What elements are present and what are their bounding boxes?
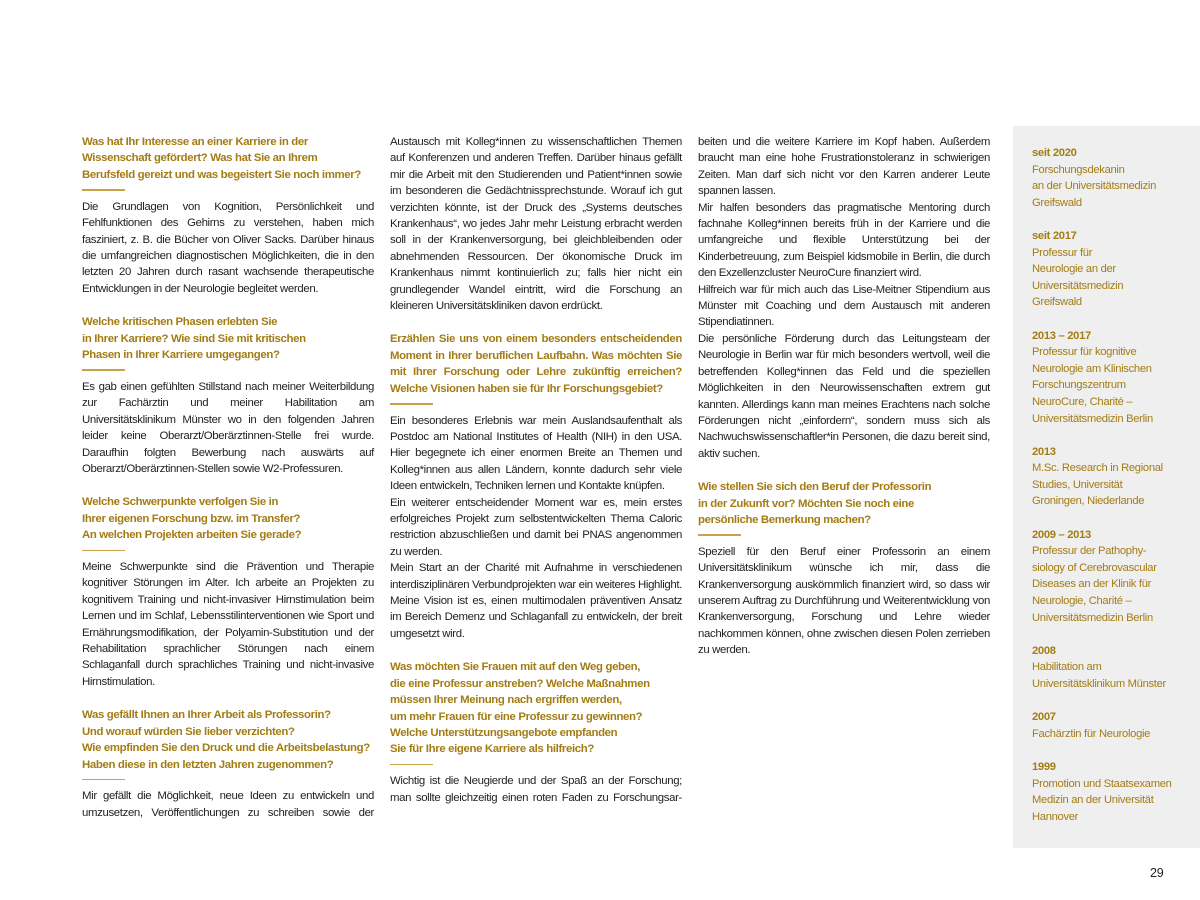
answer-paragraph: Speziell für den Beruf einer Professorin an einem Universitätsklinikum wünsche ich mir, dass die Krankenversorgung auskömmlich finanziert wird, so dass wir unserem Auftrag zu Durchführung und Weiterentwicklung von Krankenversorgung, Forschung und Lehre wieder nachkommen können, ohne zwischen diesen Polen zerrieben zu werden.: [698, 545, 990, 657]
answer-paragraph: Die Grundlagen von Kognition, Persönlichkeit und Fehlfunktionen des Gehirns zu verstehen, haben mich fasziniert, z. B. die Bücher von Oliver Sacks. Darüber hinaus die umfangreichen diagnostischen Möglichkeiten, die in den letzten 20 Jahren durch rasant wachsende therapeutische Entwicklungen in der Neurologie begleitet werden.: [82, 200, 374, 295]
answer-paragraph: Mein Start an der Charité mit Aufnahme in verschiedenen interdisziplinären Verbundprojekten war ein weiteres Highlight.: [390, 562, 682, 591]
answer-paragraph: Mir halfen besonders das pragmatische Mentoring durch fachnahe Kolleg*innen bereits früh in der Karriere und die umfangreiche und flexible Unterstützung bei der Kinderbetreuung, zum Beispiel kidsmobile in Berlin, die durch den Exzellenzcluster NeuroCure finanziert wird.: [698, 201, 990, 280]
cv-year: 2007: [1032, 711, 1056, 724]
cv-description: Habilitation am Universitätsklinikum Münster: [1032, 661, 1166, 690]
qa-block-4: [82, 707, 374, 821]
cv-entry: [1032, 328, 1197, 428]
answer-paragraph: Meine Vision ist es, einen multimodalen präventiven Ansatz im Bereich Demenz und Schlaganfall zu entwickeln, der breit umgesetzt wird.: [390, 595, 682, 640]
cv-entry: [1032, 228, 1197, 311]
answer-paragraph: Hilfreich war für mich auch das Lise-Meitner Stipendium aus Münster mit Coaching und dem Austausch mit anderen Stipendiatinnen.: [698, 283, 990, 329]
question-heading: Welche kritischen Phasen erlebten Sie in Ihrer Karriere? Wie sind Sie mit kritischen Phasen in Ihrer Karriere umgegangen?: [82, 316, 306, 361]
divider-line: [82, 550, 125, 552]
answer-paragraph: beiten und die weitere Karriere im Kopf haben. Außerdem braucht man eine hohe Frustrationstoleranz in schwierigen Zeiten. Man darf sich nicht vor den Karren anderer Leute spannen lassen.: [698, 136, 990, 198]
cv-description: M.Sc. Research in Regional Studies, Universität Groningen, Niederlande: [1032, 462, 1163, 508]
answer-paragraph: Die persönliche Förderung durch das Leitungsteam der Neurologie in Berlin war für mich besonders wertvoll, weil die betreffenden Kolleg*innen das Feld und die speziellen Möglichkeiten in den Neurowissenschaften extrem gut kannten. Allerdings kann man meines Erachtens nach solche Förderungen nicht „einfordern“, sondern muss sich als Nachwuchswissenschaftler*in Personen, die dazu bereit sind, aktiv suchen.: [698, 332, 990, 460]
cv-entry: [1032, 643, 1197, 693]
cv-year: seit 2017: [1032, 229, 1077, 242]
qa-block-6-continued: [698, 134, 990, 462]
divider-line: [82, 369, 125, 371]
answer-paragraph: Wichtig ist die Neugierde und der Spaß an der Forschung; man sollte gleichzeitig einen roten Faden zu Forschungsar-: [390, 775, 682, 804]
qa-block-2: [82, 314, 374, 477]
cv-timeline: [1032, 145, 1197, 842]
cv-year: 2008: [1032, 644, 1056, 657]
answer-paragraph: Meine Schwerpunkte sind die Prävention und Therapie kognitiver Störungen im Alter. Ich arbeite an Projekten zu kognitivem Training und nicht-invasiver Hirnstimulation beim Lernen und im Schlaf, Lebensstilinterventionen wie Sport und Ernährungsmodifikation, der Polyamin-Substitution und der Rehabilitation sprachlicher Störungen nach einem Schlaganfall durch sprachliches Training und nicht-invasive Hirnstimulation.: [82, 561, 374, 688]
answer-paragraph: Ein weiterer entscheidender Moment war es, mein erstes erfolgreiches Projekt zum selbstentwickelten Thema Caloric restriction abzuschließen und damit bei PNAS angenommen zu werden.: [390, 496, 682, 558]
answer-paragraph: Mir gefällt die Möglichkeit, neue Ideen zu entwickeln und umzusetzen, Veröffentlichungen zu schreiben sowie der: [82, 790, 374, 819]
divider-line: [82, 779, 125, 781]
question-heading: Wie stellen Sie sich den Beruf der Professorin in der Zukunft vor? Möchten Sie noch eine persönliche Bemerkung machen?: [698, 481, 932, 526]
cv-entry: [1032, 709, 1197, 742]
cv-description: Professur für Neurologie an der Universitätsmedizin Greifswald: [1032, 246, 1124, 309]
divider-line: [390, 764, 433, 766]
text-column-1: [82, 134, 374, 838]
qa-block-4-continued: [390, 134, 682, 314]
cv-description: Professur der Pathophy- siology of Cerebrovascular Diseases an der Klinik für Neurologie, Charité – Universitätsmedizin Berlin: [1032, 545, 1157, 624]
qa-block-3: [82, 494, 374, 690]
question-heading: Erzählen Sie uns von einem besonders entscheidenden Moment in Ihrer beruflichen Laufbahn. Was möchten Sie mit Ihrer Forschung oder Lehre zukünftig erreichen? Welche Visionen haben sie für Ihr Forschungsgebiet?: [390, 333, 682, 395]
cv-description: Forschungsdekanin an der Universitätsmedizin Greifswald: [1032, 163, 1157, 209]
cv-year: 2013: [1032, 445, 1056, 458]
question-heading: Was hat Ihr Interesse an einer Karriere in der Wissenschaft gefördert? Was hat Sie an Ihrem Berufsfeld gereizt und was begeistert Sie noch immer?: [82, 136, 361, 181]
cv-description: Promotion und Staatsexamen Medizin an der Universität Hannover: [1032, 777, 1172, 823]
cv-description: Fachärztin für Neurologie: [1032, 727, 1151, 740]
cv-year: 2013 – 2017: [1032, 329, 1091, 342]
question-heading: Was gefällt Ihnen an Ihrer Arbeit als Professorin? Und worauf würden Sie lieber verzichten? Wie empfinden Sie den Druck und die Arbeitsbelastung? Haben diese in den letzten Jahren zugenommen?: [82, 709, 370, 771]
text-column-2: [390, 134, 682, 823]
answer-paragraph: Austausch mit Kolleg*innen zu wissenschaftlichen Themen auf Konferenzen und anderen Treffen. Darüber hinaus gefällt mir die Arbeit mit den Studierenden und Patient*innen sowie im besonderen die Gedächtnissprechstunde. Worauf ich gut verzichten könnte, ist der Druck des „Systems deutsches Krankenhaus“, wo jedes Jahr mehr Leistung erbracht werden soll in der Krankenversorgung, bei gleichbleibenden oder abnehmenden Ressourcen. Der ökonomische Druck im Krankenhaus nimmt kontinuierlich zu; falls hier nicht ein grundlegender Wandel eintritt, wird die Forschung an kleineren Universitätskliniken davon erdrückt.: [390, 136, 682, 313]
cv-entry: [1032, 759, 1197, 825]
page-number: 29: [1150, 866, 1164, 880]
text-column-3: [698, 134, 990, 676]
answer-paragraph: Ein besonderes Erlebnis war mein Auslandsaufenthalt als Postdoc am National Institutes of Health (NIH) in den USA. Hier begegnete ich einer enormen Breite an Themen und Kolleg*innen aus allen Ländern, konnte dadurch sehr viele Ideen entwickeln, Techniken lernen und Kontakte knüpfen.: [390, 414, 682, 493]
divider-line: [698, 534, 741, 536]
qa-block-7: [698, 479, 990, 659]
cv-entry: [1032, 444, 1197, 510]
divider-line: [390, 403, 433, 405]
cv-description: Professur für kognitive Neurologie am Klinischen Forschungszentrum NeuroCure, Charité – Universitätsmedizin Berlin: [1032, 346, 1153, 425]
divider-line: [82, 189, 125, 191]
cv-year: 2009 – 2013: [1032, 528, 1091, 541]
qa-block-5: [390, 331, 682, 642]
question-heading: Welche Schwerpunkte verfolgen Sie in Ihrer eigenen Forschung bzw. im Transfer? An welchen Projekten arbeiten Sie gerade?: [82, 496, 302, 542]
cv-year: 1999: [1032, 760, 1056, 773]
cv-entry: [1032, 145, 1197, 211]
qa-block-6: [390, 659, 682, 806]
cv-entry: [1032, 527, 1197, 627]
answer-paragraph: Es gab einen gefühlten Stillstand nach meiner Weiterbildung zur Fachärztin und meiner Habilitation am Universitätsklinikum Münster wo in den folgenden Jahren leider keine Oberarzt/Oberärztinnen-Stelle frei wurde. Daraufhin folgten Bewerbung nach auswärts auf Oberarzt/Oberärztinnen-Stellen sowie W2-Professuren.: [82, 380, 374, 475]
cv-year: seit 2020: [1032, 147, 1077, 159]
qa-block-1: [82, 134, 374, 297]
question-heading: Was möchten Sie Frauen mit auf den Weg geben, die eine Professur anstreben? Welche Maßnahmen müssen Ihrer Meinung nach ergriffen werden, um mehr Frauen für eine Professur zu gewinnen? Welche Unterstützungsangebote empfanden Sie für Ihre eigene Karriere als hilfreich?: [390, 661, 650, 756]
